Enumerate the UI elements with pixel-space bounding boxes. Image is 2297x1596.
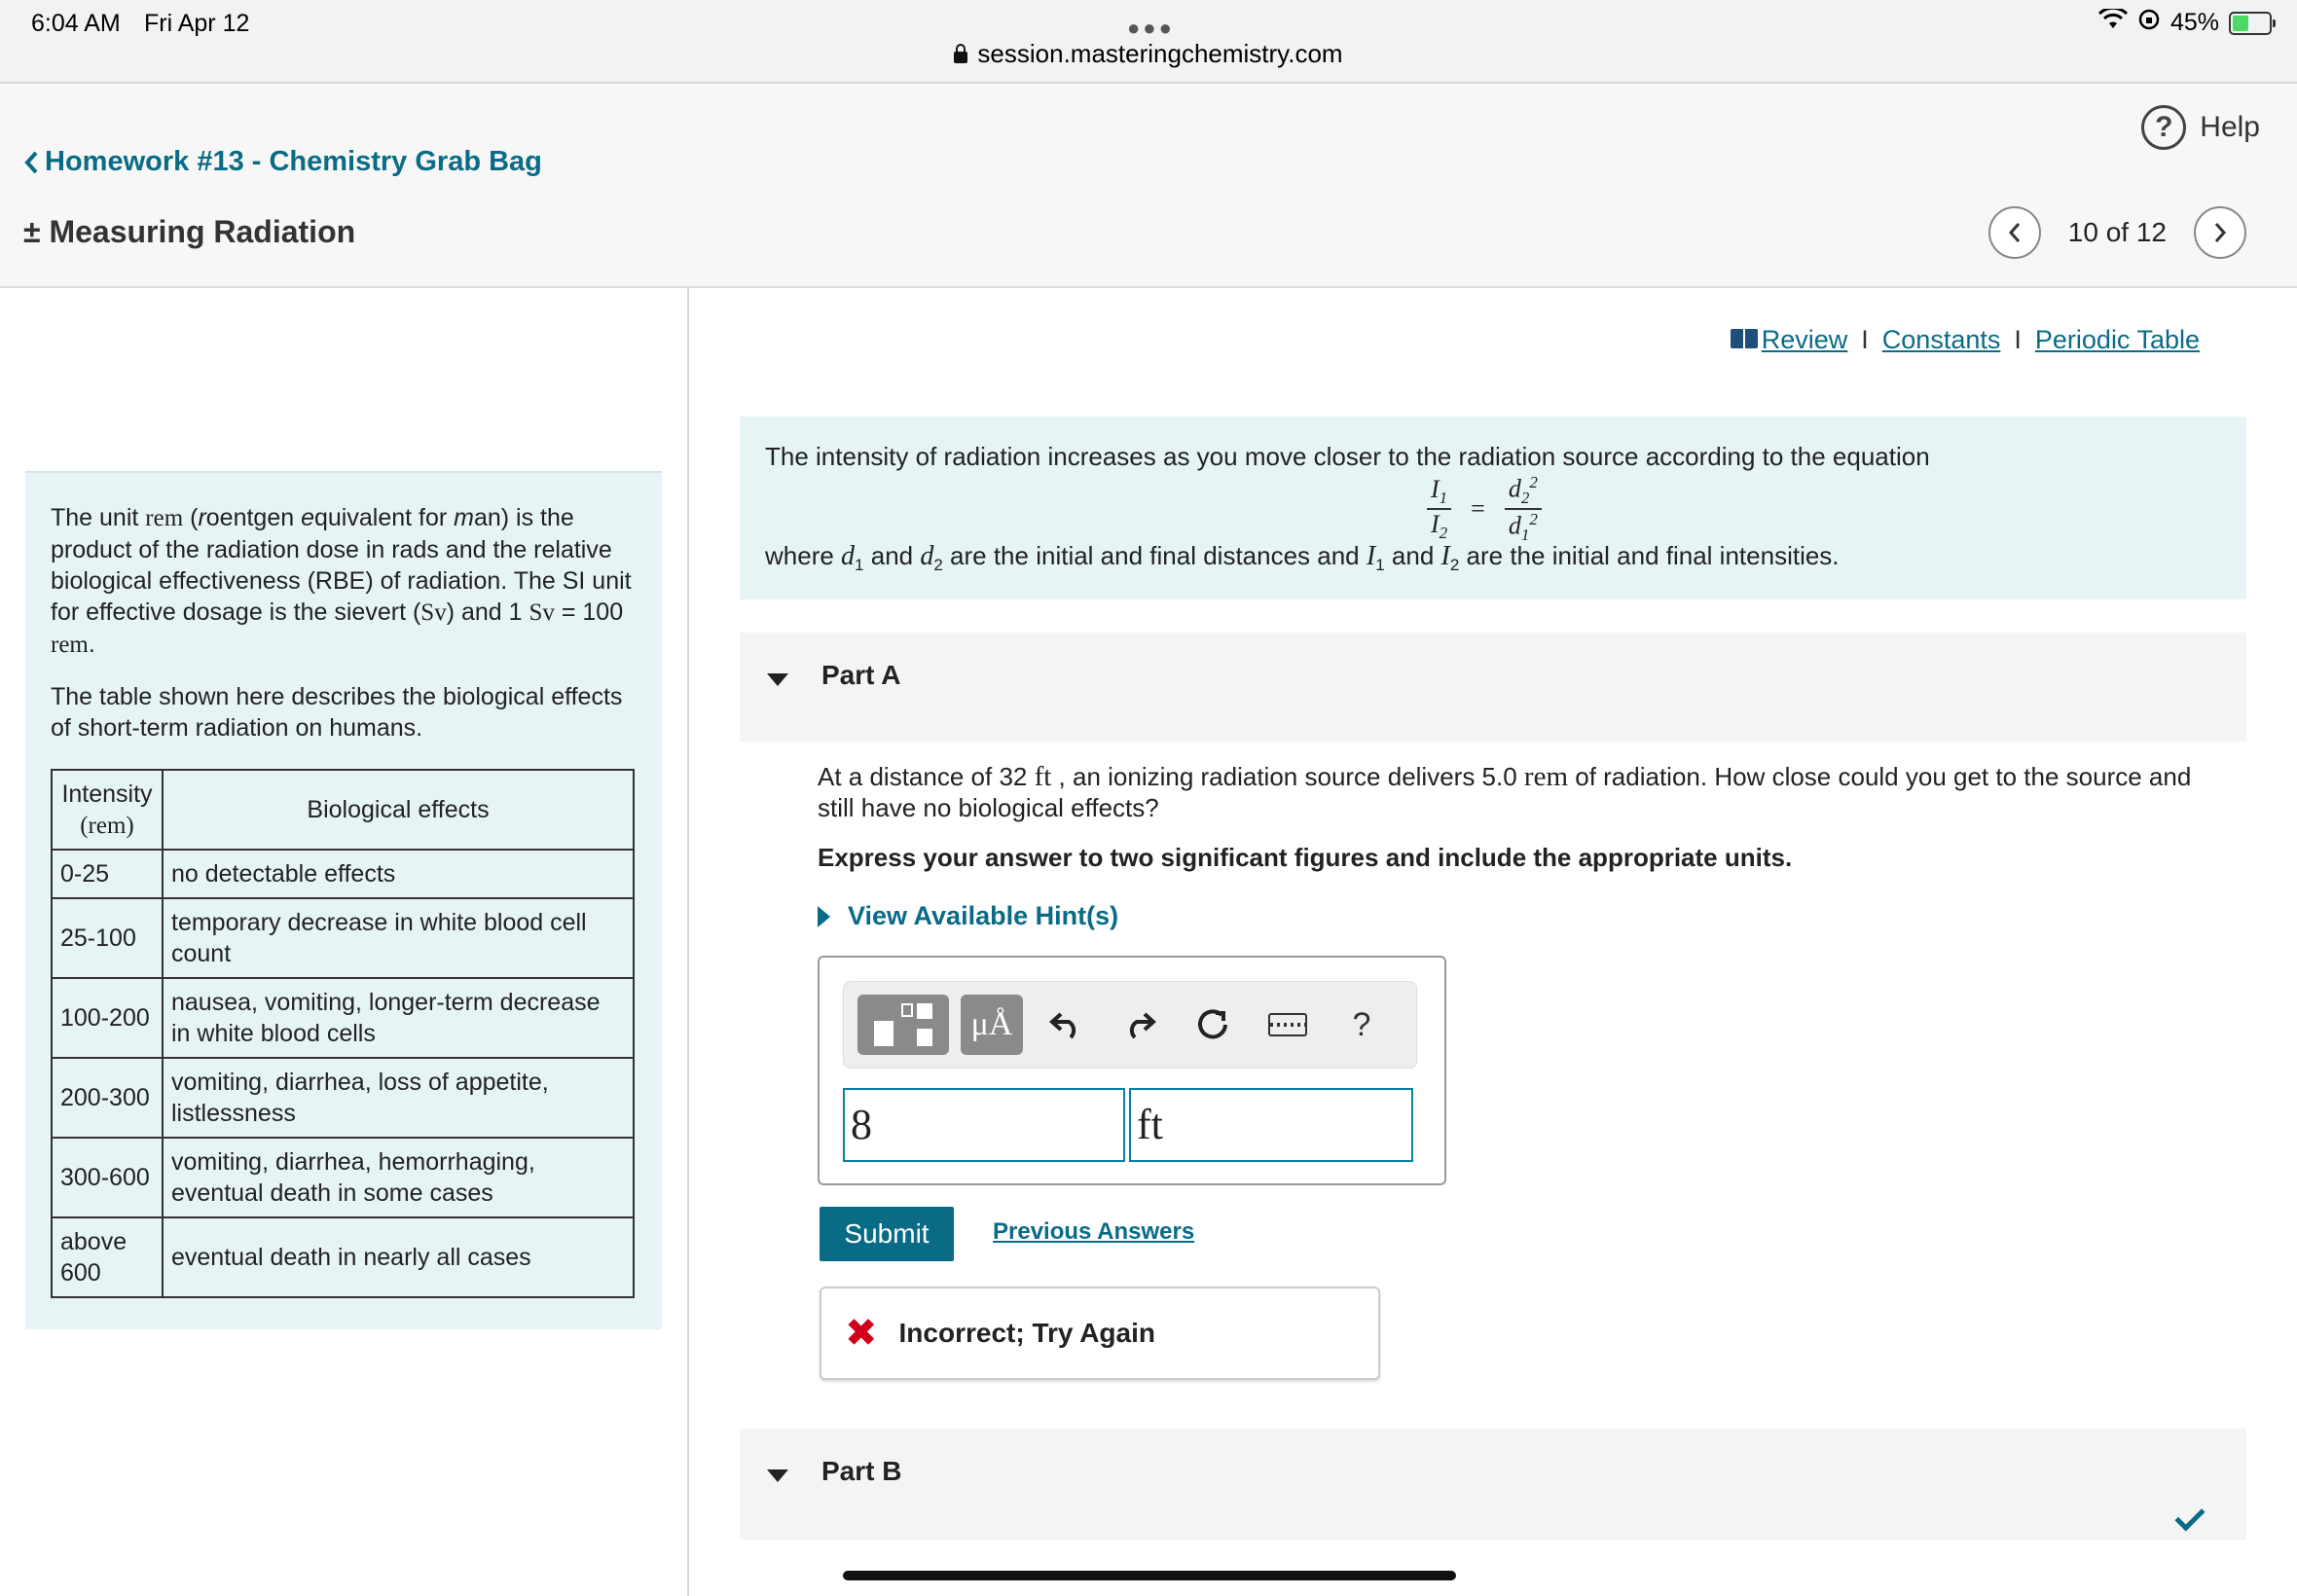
table-row xyxy=(52,898,634,978)
chevron-right-icon xyxy=(2213,222,2227,243)
intensity-ratio: $\frac{I_1}{I_2}$ xyxy=(1427,475,1451,543)
header xyxy=(0,84,2297,288)
effect-cell: vomiting, diarrhea, hemorrhaging, eventual death in some cases xyxy=(163,1138,634,1217)
link-separator: I xyxy=(1861,325,1869,354)
part-a-label: Part A xyxy=(821,660,901,690)
feedback-text: Incorrect; Try Again xyxy=(898,1318,1155,1348)
page-title: ± Measuring Radiation xyxy=(23,214,356,249)
wifi-icon xyxy=(2098,9,2128,37)
effect-cell: eventual death in nearly all cases xyxy=(163,1217,634,1297)
next-item-button[interactable] xyxy=(2194,206,2246,259)
panel-divider xyxy=(687,288,689,1596)
part-b-label: Part B xyxy=(821,1456,902,1486)
home-indicator[interactable] xyxy=(843,1571,1456,1580)
resource-links xyxy=(1731,325,2200,355)
battery-icon xyxy=(2229,12,2272,35)
effect-cell: no detectable effects xyxy=(163,850,634,898)
constants-link[interactable]: Constants xyxy=(1881,325,2001,354)
collapse-triangle-icon xyxy=(767,1469,788,1482)
table-row xyxy=(52,1058,634,1138)
feedback-box xyxy=(820,1287,1380,1380)
hint-label: View Available Hint(s) xyxy=(848,901,1119,930)
help-label: Help xyxy=(2200,111,2260,143)
breadcrumb[interactable] xyxy=(23,146,542,178)
status-date: Fri Apr 12 xyxy=(144,10,250,37)
status-time: 6:04 AM xyxy=(31,10,121,37)
toolbar-help-button[interactable]: ? xyxy=(1352,1005,1371,1043)
help-button[interactable] xyxy=(2141,105,2260,150)
question-text: At a distance of 32 ft , an ionizing radiation source delivers 5.0 rem of radiation. How close could you get to the source and still have no biological effects? xyxy=(818,761,2192,822)
status-bar xyxy=(0,0,2297,84)
answer-instruction: Express your answer to two significant figures and include the appropriate units. xyxy=(818,843,1793,872)
lock-icon xyxy=(954,52,967,63)
previous-item-button[interactable] xyxy=(1988,206,2041,259)
reset-icon[interactable] xyxy=(1183,995,1245,1055)
table-row xyxy=(52,850,634,898)
templates-button[interactable] xyxy=(857,995,949,1055)
part-a-header[interactable] xyxy=(740,633,2246,742)
templates-icon xyxy=(874,1003,932,1046)
intensity-equation: $\frac{I_1}{I_2}$ = $\frac{d_2^2}{d_1^2}$ xyxy=(1427,473,1542,545)
range-cell: above 600 xyxy=(52,1217,163,1297)
range-cell: 0-25 xyxy=(52,850,163,898)
chevron-left-icon xyxy=(2008,222,2022,243)
unit-input[interactable]: ft xyxy=(1129,1088,1413,1162)
distance-ratio: $\frac{d_2^2}{d_1^2}$ xyxy=(1505,473,1542,545)
expand-triangle-icon xyxy=(818,906,830,927)
intro-panel xyxy=(25,471,662,1329)
intro-text: The unit rem (roentgen equivalent for man) is the product of the radiation dose in rads and the relative biological effectiveness (RBE) of radiation. The SI unit for effective dosage is the sievert (Sv) and 1 Sv = 100 rem. xyxy=(51,504,632,658)
range-cell: 300-600 xyxy=(52,1138,163,1217)
range-cell: 100-200 xyxy=(52,978,163,1058)
table-row xyxy=(52,1217,634,1297)
battery-percent: 45% xyxy=(2169,9,2219,36)
previous-answers-link[interactable]: Previous Answers xyxy=(993,1218,1195,1245)
units-button[interactable]: μÅ xyxy=(961,995,1023,1055)
redo-icon[interactable] xyxy=(1109,995,1171,1055)
effect-cell: temporary decrease in white blood cell count xyxy=(163,898,634,978)
effects-header: Biological effects xyxy=(163,770,634,850)
pager-label: 10 of 12 xyxy=(2067,217,2167,247)
intensity-header: Intensity (rem) xyxy=(52,770,163,850)
effect-cell: nausea, vomiting, longer-term decrease in white blood cells xyxy=(163,978,634,1058)
breadcrumb-label: Homework #13 - Chemistry Grab Bag xyxy=(45,146,542,177)
status-indicators xyxy=(2098,8,2272,38)
url-text: session.masteringchemistry.com xyxy=(977,39,1343,68)
keyboard-icon[interactable] xyxy=(1257,995,1319,1055)
question-circle-icon: ? xyxy=(2141,105,2186,150)
equation-intro xyxy=(740,417,2246,599)
incorrect-x-icon: ✖ xyxy=(845,1312,878,1355)
link-separator: I xyxy=(2014,325,2022,354)
undo-icon[interactable] xyxy=(1035,995,1097,1055)
pager xyxy=(1988,206,2246,259)
math-toolbar xyxy=(843,981,1417,1069)
periodic-table-link[interactable]: Periodic Table xyxy=(2034,325,2200,354)
table-row xyxy=(52,978,634,1058)
equation-explanation: where $d_1$ and $d_2$ are the initial and final distances and $I_1$ and $I_2$ are the initial and final intensities. xyxy=(765,541,1840,575)
book-icon xyxy=(1731,329,1758,348)
submit-button[interactable]: Submit xyxy=(820,1207,954,1261)
collapse-triangle-icon xyxy=(767,673,788,686)
range-cell: 25-100 xyxy=(52,898,163,978)
radiation-effects-table xyxy=(51,769,635,1298)
answer-box xyxy=(818,956,1446,1185)
part-b-header[interactable] xyxy=(740,1429,2246,1540)
range-cell: 200-300 xyxy=(52,1058,163,1138)
table-header-row xyxy=(52,770,634,850)
table-row xyxy=(52,1138,634,1217)
orientation-lock-icon xyxy=(2137,8,2161,38)
address-bar[interactable] xyxy=(0,39,2297,69)
more-dots-icon[interactable]: ●●● xyxy=(1127,16,1175,40)
equation-intro-text: The intensity of radiation increases as you move closer to the radiation source according to the equation xyxy=(765,442,1930,471)
table-description: The table shown here describes the biological effects of short-term radiation on humans. xyxy=(51,683,623,742)
value-input[interactable]: 8 xyxy=(843,1088,1125,1162)
effect-cell: vomiting, diarrhea, loss of appetite, listlessness xyxy=(163,1058,634,1138)
chevron-left-icon xyxy=(23,150,39,175)
review-link[interactable]: Review xyxy=(1731,325,1848,355)
view-hints-link[interactable] xyxy=(818,901,1118,931)
